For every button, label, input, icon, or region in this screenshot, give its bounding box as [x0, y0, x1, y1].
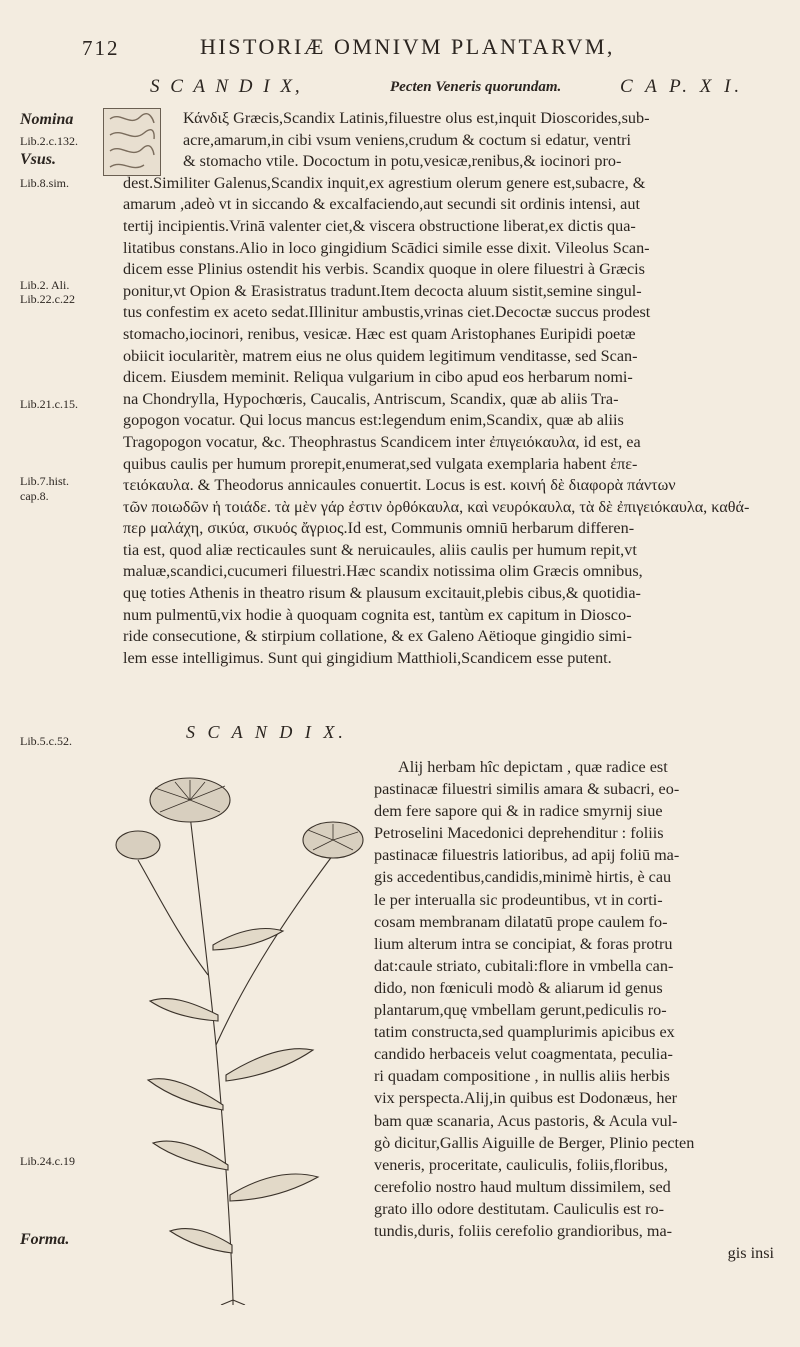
text-line: cosam membranam dilatatū prope caulem fo- [374, 912, 668, 931]
margin-note: Forma. [20, 1231, 70, 1248]
text-line: Alij herbam hîc depictam , quæ radice est [398, 758, 668, 776]
page-number: 712 [82, 36, 120, 60]
text-line: candido herbaceis velut coagmentata, peculia- [374, 1045, 673, 1064]
chapter-name: S C A N D I X, [150, 76, 303, 97]
margin-note: Lib.8.sim. [20, 176, 70, 190]
main-text [123, 108, 773, 669]
text-line: dest.Similiter Galenus,Scandix inquit,ex agrestium olerum genere est,subacre, & [123, 173, 646, 192]
text-line: Tragopogon vocatur, &c. Theophrastus Scandicem inter ἐπιγειόκαυλα, id est, ea [123, 432, 641, 451]
text-line: pastinacæ filuestri similis amara & subacri, eo- [374, 780, 680, 799]
text-line: & stomacho vtile. Dococtum in potu,vesicæ,renibus,& iocinori pro- [183, 152, 622, 171]
text-line: stomacho,iocinori, renibus, vesicæ. Hæc est quam Aristophanes Euripidi poetæ [123, 324, 636, 343]
text-line: τειόκαυλα. & Theodorus annicaules conuertit. Locus is est. κοινή δὲ διαφορὰ πάντων [123, 476, 676, 495]
right-column-text [374, 756, 774, 1264]
chapter-number: C A P. X I. [620, 76, 744, 97]
text-line: tundis,duris, foliis cerefolio grandioribus, ma- [374, 1221, 673, 1240]
text-line: acre,amarum,in cibi vsum veniens,crudum & coctum si edatur, ventri [183, 130, 631, 149]
text-line: tus confestim ex aceto sedat.Illinitur ambustis,vrinas ciet.Decoctæ succus prodest [123, 303, 651, 322]
text-line: Petroselini Macedonici deprehenditur : foliis [374, 824, 664, 843]
text-line: dicem esse Plinius ostendit his verbis. Scandix quoque in olere filuestri à Græcis [123, 260, 645, 279]
text-line: num pulmentū,vix hodie à quoquam cognita est, tantùm ex capitum in Diosco- [123, 605, 632, 624]
text-line: lium alterum intra se concipiat, & foras protru [374, 934, 673, 953]
margin-note: Lib.22.c.22 [20, 292, 75, 306]
text-line: ri quadam compositione , in nullis aliis herbis [374, 1067, 670, 1086]
text-line: tatim constructa,sed quamplurimis apicibus ex [374, 1023, 675, 1042]
margin-note: Lib.7.hist. [20, 474, 70, 488]
chapter-heading [150, 76, 770, 102]
text-line: lem esse intelligimus. Sunt qui gingidium Matthioli,Scandicem esse putent. [123, 648, 612, 667]
text-line: dat:caule striato, cubitali:flore in vmbella can- [374, 956, 674, 975]
text-line: dido, non fœniculi modò & aliarum id genus [374, 978, 663, 997]
margin-note: Lib.21.c.15. [20, 397, 78, 411]
text-line: cerefolio nostro haud multum dissimilem, sed [374, 1177, 671, 1196]
chapter-subtitle: Pecten Veneris quorundam. [390, 79, 562, 95]
text-line: Κάνδιξ Græcis,Scandix Latinis,filuestre olus est,inquit Dioscorides,sub- [183, 109, 650, 127]
text-line: τῶν ποιωδῶν ἡ τοιάδε. τὰ μὲν γάρ ἐστιν ὀρθόκαυλα, καὶ νευρόκαυλα, τὰ δὲ ἐπιγειόκαυλα, καθά- [123, 497, 750, 516]
margin-note: Lib.2. Ali. [20, 278, 70, 292]
text-line: gopogon vocatur. Qui locus mancus est:legendum enim,Scandix, quæ ab aliis [123, 411, 624, 430]
text-line: veneris, proceritate, cauliculis, foliis,floribus, [374, 1155, 668, 1174]
text-line: pastinacæ filuestris latioribus, ad apij foliū ma- [374, 846, 680, 865]
text-line: grato illo odore destitutam. Cauliculis est ro- [374, 1199, 664, 1218]
margin-note: cap.8. [20, 489, 49, 503]
text-line: bam quæ scanaria, Acus pastoris, & Acula vul- [374, 1111, 678, 1130]
text-line: obiicit iocularitèr, matrem eius ne olus quidem legitimum venditasse, sed Scan- [123, 346, 638, 365]
text-line: tertij incipientis.Vrinā valenter ciet,& viscera obstructione liberat,ex dictis qua- [123, 216, 636, 235]
text-line: le per interualla sic prodeuntibus, vt in corti- [374, 890, 663, 909]
text-line: dem fere sapore qui & in radice smyrnij siue [374, 802, 663, 821]
scandix-plant-illustration [98, 745, 368, 1305]
text-line: περ μαλάχη, σικύα, σικυός ἄγριος.Id est, Communis omniū herbarum differen- [123, 519, 635, 538]
text-line: litatibus constans.Alio in loco gingidium Scādici simile esse dixit. Vileolus Scan- [123, 238, 650, 257]
page-header [70, 32, 760, 66]
running-title: HISTORIÆ OMNIVM PLANTARVM, [200, 34, 615, 59]
margin-note: Lib.5.c.52. [20, 734, 72, 748]
text-line: vix perspecta.Alij,in quibus est Dodonæus, her [374, 1089, 678, 1108]
figure-caption: S C A N D I X. [186, 722, 347, 742]
text-line: quę toties Athenis in theatro risum & plausum excitauit,plebis cibus,& quotidia- [123, 584, 641, 603]
margin-note: Vsus. [20, 151, 57, 168]
text-line: gis accedentibus,candidis,minimè hirtis, è cau [374, 868, 672, 887]
text-line: quibus caulis per humum prorepit,enumerat,sed vulgata exemplaria habent ἐπε- [123, 454, 638, 473]
text-line: na Chondrylla, Hypochœris, Caucalis, Antriscum, Scandix, quæ ab aliis Tra- [123, 389, 619, 408]
text-line: ponitur,vt Opion & Erasistratus tradunt.Item decocta aluum sistit,semine singul- [123, 281, 642, 300]
text-line: maluæ,scandici,cucumeri filuestri.Hæc scandix notissima olim Græcis omnibus, [123, 562, 643, 581]
margin-note: Nomina [20, 111, 74, 128]
text-line: amarum ,adeò vt in siccando & excalfaciendo,aut secundi sit ordinis intensi, aut [123, 195, 640, 214]
text-line: dicem. Eiusdem meminit. Reliqua vulgarium in cibo apud eos herbarum nomi- [123, 368, 633, 387]
margin-note: Lib.24.c.19 [20, 1154, 75, 1168]
text-line: plantarum,quę vmbellam gerunt,pediculis ro- [374, 1001, 667, 1020]
text-line: tia est, quod aliæ recticaules sunt & neruicaules, aliis caulis per humum repit,vt [123, 540, 637, 559]
text-line: ride consecutione, & stirpium collatione, & ex Galeno Aëtioque gingidio simi- [123, 627, 632, 646]
margin-note: Lib.2.c.132. [20, 134, 78, 148]
text-line: gò dicitur,Gallis Aiguille de Berger, Plinio pecten [374, 1133, 695, 1152]
text-line: gis insi [727, 1244, 774, 1263]
